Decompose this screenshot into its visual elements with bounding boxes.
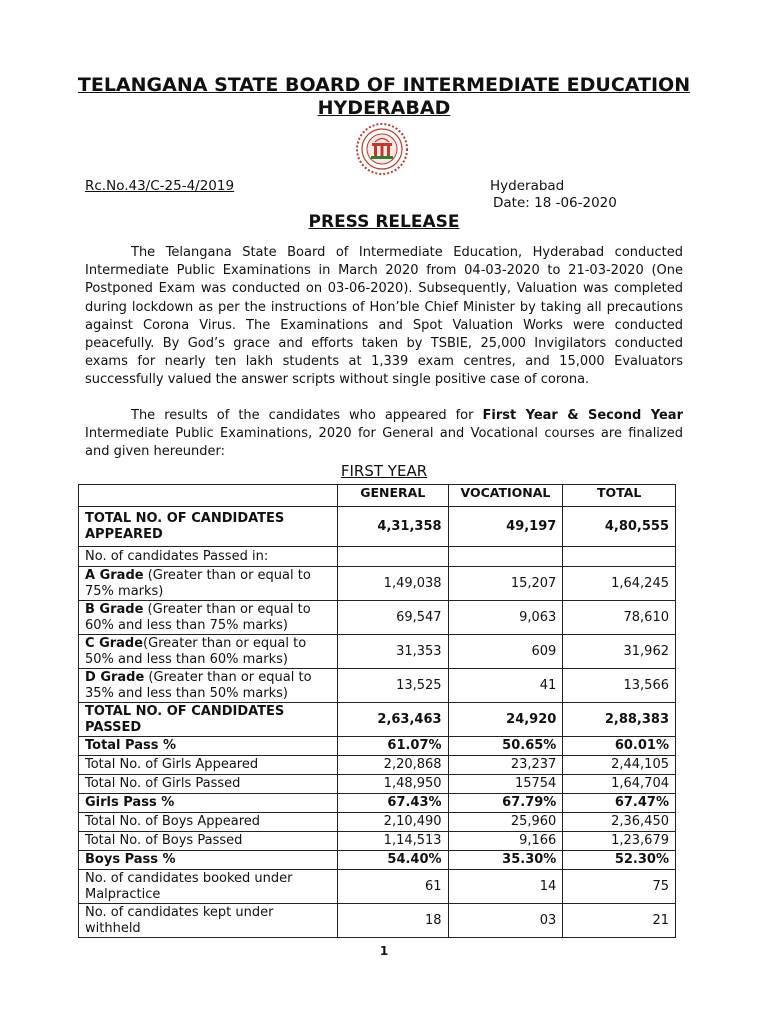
row-label bbox=[79, 601, 338, 635]
grade-criteria: (Greater than or equal to 50% and less than 60% marks) bbox=[85, 635, 307, 667]
issue-date: Date: 18 -06-2020 bbox=[493, 195, 617, 211]
cell-vocational: 41 bbox=[448, 669, 563, 703]
row-label: Total Pass % bbox=[79, 737, 338, 756]
row-label: No. of candidates kept under withheld bbox=[79, 904, 338, 938]
intro-paragraph: The Telangana State Board of Intermediate Education, Hyderabad conducted Intermediate Public Examinations in March 2020 from 04-03-2020 to 21-03-2020 (One Postponed Exam was conducted on 03-06-2020). Subsequently, Valuation was completed during lockdown as per the instructions of Hon’ble Chief Minister by taking all precautions against Corona Virus. The Examinations and Spot Valuation Works were conducted peacefully. By God’s grace and efforts taken by TSBIE, 25,000 Invigilators conducted exams for nearly ten lakh students at 1,339 exam centres, and 15,000 Evaluators successfully valued the answer scripts without single positive case of corona. bbox=[85, 245, 683, 388]
row-label: Total No. of Girls Passed bbox=[79, 775, 338, 794]
cell-total: 2,88,383 bbox=[563, 703, 676, 737]
row-label bbox=[79, 635, 338, 669]
cell-general: 18 bbox=[338, 904, 449, 938]
cell-general: 1,14,513 bbox=[338, 832, 449, 851]
cell-general bbox=[338, 547, 449, 567]
column-header-total: TOTAL bbox=[563, 485, 676, 507]
header-blank-cell bbox=[79, 485, 338, 507]
cell-total: 75 bbox=[563, 870, 676, 904]
table-header-row bbox=[79, 485, 676, 507]
cell-general: 31,353 bbox=[338, 635, 449, 669]
cell-vocational: 14 bbox=[448, 870, 563, 904]
grade-name: C Grade bbox=[85, 635, 144, 651]
cell-total: 21 bbox=[563, 904, 676, 938]
table-row bbox=[79, 870, 676, 904]
reference-number: Rc.No.43/C-25-4/2019 bbox=[85, 178, 235, 194]
cell-general: 2,20,868 bbox=[338, 756, 449, 775]
document-subtitle: HYDERABAD bbox=[317, 97, 451, 119]
row-label: Total No. of Boys Appeared bbox=[79, 813, 338, 832]
table-row bbox=[79, 756, 676, 775]
cell-vocational: 67.79% bbox=[448, 794, 563, 813]
document-title: TELANGANA STATE BOARD OF INTERMEDIATE EDUCATION bbox=[77, 74, 691, 96]
table-row bbox=[79, 567, 676, 601]
cell-total: 1,64,245 bbox=[563, 567, 676, 601]
cell-general: 2,10,490 bbox=[338, 813, 449, 832]
cell-general: 67.43% bbox=[338, 794, 449, 813]
results-paragraph-emphasis: First Year & Second Year bbox=[482, 408, 683, 423]
results-paragraph bbox=[85, 407, 683, 462]
cell-total: 2,44,105 bbox=[563, 756, 676, 775]
cell-vocational: 23,237 bbox=[448, 756, 563, 775]
row-label: Total No. of Girls Appeared bbox=[79, 756, 338, 775]
results-paragraph-text: Intermediate Public Examinations, 2020 for General and Vocational courses are finalized and given hereunder: bbox=[85, 426, 683, 460]
table-row bbox=[79, 794, 676, 813]
cell-general: 54.40% bbox=[338, 851, 449, 870]
table-row bbox=[79, 669, 676, 703]
table-row bbox=[79, 775, 676, 794]
row-label: No. of candidates booked under Malpractice bbox=[79, 870, 338, 904]
cell-vocational: 15,207 bbox=[448, 567, 563, 601]
cell-vocational: 50.65% bbox=[448, 737, 563, 756]
cell-total: 13,566 bbox=[563, 669, 676, 703]
cell-general: 2,63,463 bbox=[338, 703, 449, 737]
row-label: Boys Pass % bbox=[79, 851, 338, 870]
cell-vocational: 609 bbox=[448, 635, 563, 669]
table-row bbox=[79, 635, 676, 669]
cell-total: 1,64,704 bbox=[563, 775, 676, 794]
cell-vocational: 35.30% bbox=[448, 851, 563, 870]
page-number: 1 bbox=[379, 944, 389, 958]
cell-vocational: 9,063 bbox=[448, 601, 563, 635]
grade-criteria: (Greater than or equal to 60% and less than 75% marks) bbox=[85, 601, 311, 633]
cell-vocational: 25,960 bbox=[448, 813, 563, 832]
cell-general: 1,49,038 bbox=[338, 567, 449, 601]
cell-vocational: 03 bbox=[448, 904, 563, 938]
table-row bbox=[79, 507, 676, 547]
cell-total: 31,962 bbox=[563, 635, 676, 669]
cell-total: 52.30% bbox=[563, 851, 676, 870]
cell-total: 67.47% bbox=[563, 794, 676, 813]
grade-name: B Grade bbox=[85, 601, 144, 617]
cell-vocational: 24,920 bbox=[448, 703, 563, 737]
cell-general: 61.07% bbox=[338, 737, 449, 756]
tsbie-seal-icon bbox=[355, 122, 409, 176]
cell-general: 13,525 bbox=[338, 669, 449, 703]
table-row bbox=[79, 601, 676, 635]
cell-vocational: 15754 bbox=[448, 775, 563, 794]
cell-total: 60.01% bbox=[563, 737, 676, 756]
row-label bbox=[79, 669, 338, 703]
row-label: Total No. of Boys Passed bbox=[79, 832, 338, 851]
cell-general: 61 bbox=[338, 870, 449, 904]
row-label: TOTAL NO. OF CANDIDATES APPEARED bbox=[79, 507, 338, 547]
table-row bbox=[79, 851, 676, 870]
table-row bbox=[79, 547, 676, 567]
grade-name: D Grade bbox=[85, 669, 145, 685]
place: Hyderabad bbox=[490, 178, 565, 194]
table-row bbox=[79, 737, 676, 756]
cell-vocational bbox=[448, 547, 563, 567]
cell-total: 1,23,679 bbox=[563, 832, 676, 851]
row-label bbox=[79, 567, 338, 601]
press-release-heading: PRESS RELEASE bbox=[308, 212, 460, 232]
row-label: Girls Pass % bbox=[79, 794, 338, 813]
cell-vocational: 49,197 bbox=[448, 507, 563, 547]
table-section-title: FIRST YEAR bbox=[340, 462, 428, 480]
cell-general: 1,48,950 bbox=[338, 775, 449, 794]
cell-total: 2,36,450 bbox=[563, 813, 676, 832]
cell-total: 78,610 bbox=[563, 601, 676, 635]
cell-total: 4,80,555 bbox=[563, 507, 676, 547]
table-row bbox=[79, 813, 676, 832]
grade-name: A Grade bbox=[85, 567, 144, 583]
cell-general: 69,547 bbox=[338, 601, 449, 635]
table-row bbox=[79, 832, 676, 851]
results-paragraph-text: The results of the candidates who appeared for bbox=[131, 408, 483, 423]
first-year-results-table bbox=[78, 484, 676, 938]
cell-vocational: 9,166 bbox=[448, 832, 563, 851]
column-header-general: GENERAL bbox=[338, 485, 449, 507]
row-label: TOTAL NO. OF CANDIDATES PASSED bbox=[79, 703, 338, 737]
grade-criteria: (Greater than or equal to 75% marks) bbox=[85, 567, 311, 599]
column-header-vocational: VOCATIONAL bbox=[448, 485, 563, 507]
cell-total bbox=[563, 547, 676, 567]
cell-general: 4,31,358 bbox=[338, 507, 449, 547]
table-row bbox=[79, 703, 676, 737]
grade-criteria: (Greater than or equal to 35% and less than 50% marks) bbox=[85, 669, 312, 701]
table-row bbox=[79, 904, 676, 938]
row-label: No. of candidates Passed in: bbox=[79, 547, 338, 567]
